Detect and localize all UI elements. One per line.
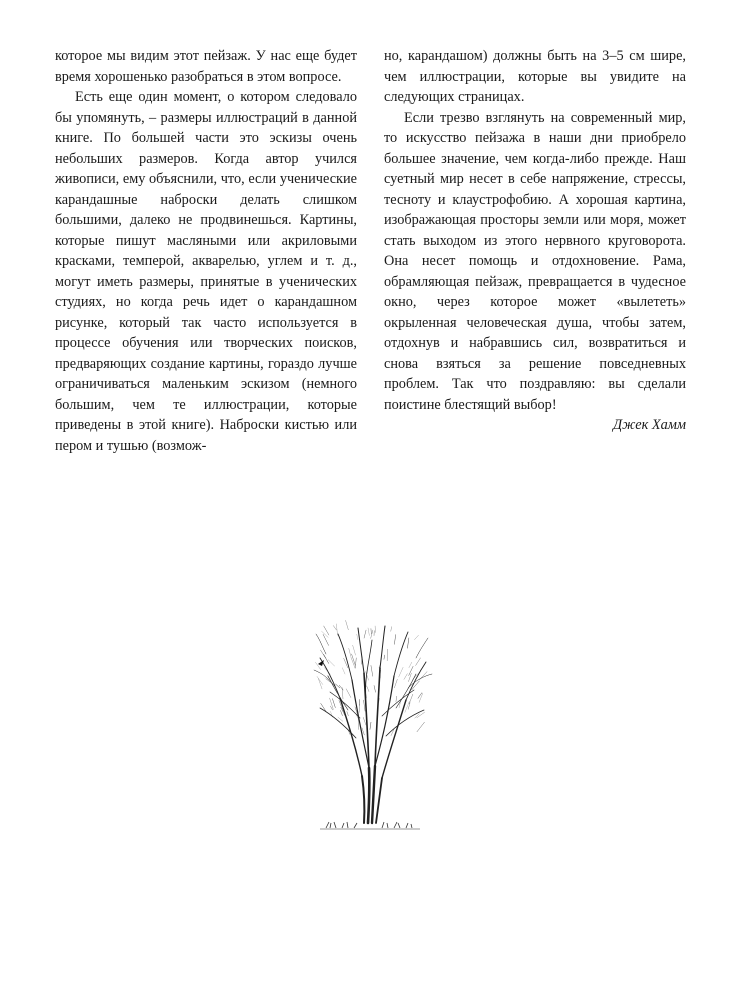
author-signature: Джек Хамм: [613, 417, 686, 433]
left-paragraph-2: Есть еще один момент, о котором следовало бы упомянуть, – размеры иллюстраций в данной книге. По большей части это эскизы очень небольших размеров. Когда автор учился живописи, ему объяснили, что, если ученические карандашные наброски делать слишком большими, далеко не продвинешься. Картины, которые пишут масляными или акриловыми красками, темперой, акварелью, углем и т. д., могут иметь размеры, принятые в ученических студиях, но когда речь идет о карандашном рисунке, который так часто используется в процессе обучения или творческих поисков, предваряющих создание картины, гораздо лучше ограничиваться маленьким эскизом (немного большим, чем те иллюстрации, которые приведены в этой книге). Наброски кистью или пером и тушью (возмож-: [55, 89, 357, 454]
left-paragraph-1: которое мы видим этот пейзаж. У нас еще будет время хорошенько разобраться в этом вопросе.: [55, 48, 357, 85]
right-text-column: [384, 46, 686, 436]
right-paragraph-2: Если трезво взглянуть на современный мир, то искусство пейзажа в наши дни приобрело большее значение, чем когда-либо прежде. Наш суетный мир несет в себе напряжение, стрессы, тесноту и клаустрофобию. А хорошая картина, изображающая просторы земли или моря, может стать выходом из этого нервного круговорота. Она несет помощь и отдохновение. Рама, обрамляющая пейзаж, превращается в чудесное окно, через которое может «вылететь» окрыленная человеческая душа, чтобы затем, отдохнув и набравшись сил, возвратиться и снова взяться за решение повседневных проблем. Так что поздравляю: вы сделали поистине блестящий выбор!: [384, 109, 686, 413]
left-text-column: [55, 46, 357, 456]
bare-tree-sketch-icon: [290, 618, 450, 838]
right-paragraph-1: но, карандашом) должны быть на 3–5 см шире, чем иллюстрации, которые вы увидите на следующих страницах.: [384, 48, 686, 105]
tree-illustration: [290, 618, 450, 838]
